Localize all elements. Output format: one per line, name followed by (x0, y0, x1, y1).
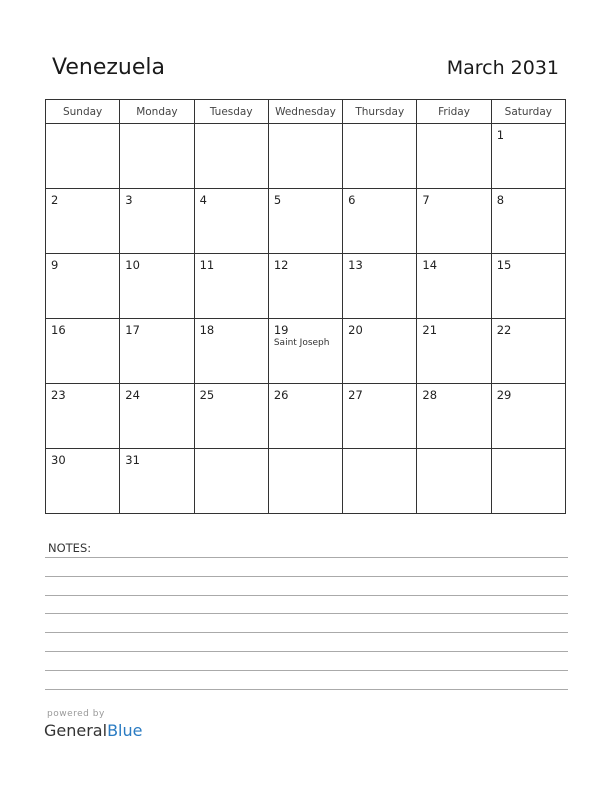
day-cell (417, 384, 491, 449)
note-line (45, 557, 568, 558)
day-number: 3 (125, 193, 133, 207)
weekday-monday: Monday (120, 100, 194, 124)
day-cell (194, 189, 268, 254)
day-cell (120, 319, 194, 384)
week-row (46, 449, 566, 514)
week-row (46, 319, 566, 384)
day-cell (120, 254, 194, 319)
day-cell (491, 124, 565, 189)
day-cell (194, 254, 268, 319)
day-number: 9 (51, 258, 59, 272)
day-number: 7 (422, 193, 430, 207)
day-cell (343, 254, 417, 319)
week-row (46, 254, 566, 319)
day-cell (417, 319, 491, 384)
day-cell (417, 124, 491, 189)
day-number: 28 (422, 388, 438, 402)
note-line (45, 651, 568, 652)
day-cell (343, 124, 417, 189)
day-cell (343, 319, 417, 384)
note-line (45, 689, 568, 690)
note-line (45, 632, 568, 633)
day-number (343, 124, 416, 129)
day-number: 5 (273, 193, 282, 207)
weekday-saturday: Saturday (491, 100, 565, 124)
powered-by-text: powered by (47, 709, 105, 719)
day-number: 8 (496, 193, 505, 207)
day-cell (46, 449, 120, 514)
day-cell (491, 384, 565, 449)
day-cell (120, 384, 194, 449)
day-cell (343, 189, 417, 254)
day-cell (46, 319, 120, 384)
day-number (343, 449, 416, 454)
day-number: 26 (273, 388, 289, 402)
day-cell (194, 449, 268, 514)
note-line (45, 595, 568, 596)
day-cell (120, 124, 194, 189)
day-cell (417, 449, 491, 514)
day-cell (417, 189, 491, 254)
day-number: 27 (348, 388, 363, 402)
day-number: 20 (348, 323, 363, 337)
weekday-tuesday: Tuesday (194, 100, 268, 124)
day-cell (491, 254, 565, 319)
brand-blue: Blue (107, 721, 143, 740)
week-row (46, 189, 566, 254)
day-cell (268, 319, 342, 384)
day-number (492, 449, 565, 454)
day-cell (194, 124, 268, 189)
day-number: 1 (496, 128, 505, 142)
day-number: 24 (125, 388, 140, 402)
day-cell (120, 189, 194, 254)
day-cell (268, 384, 342, 449)
day-number (269, 124, 342, 129)
note-line (45, 613, 568, 614)
day-number (46, 124, 119, 129)
day-cell (417, 254, 491, 319)
day-number: 18 (199, 323, 215, 337)
day-number: 21 (422, 323, 438, 337)
calendar-grid (45, 99, 566, 514)
day-number (120, 124, 193, 129)
day-cell (268, 449, 342, 514)
weekday-header-row (46, 100, 566, 124)
day-cell (343, 449, 417, 514)
day-number: 15 (496, 258, 512, 272)
day-cell (120, 449, 194, 514)
day-number: 12 (273, 258, 289, 272)
day-number: 14 (422, 258, 438, 272)
weekday-sunday: Sunday (46, 100, 120, 124)
month-title: March 2031 (446, 57, 559, 79)
day-cell (194, 319, 268, 384)
holiday-label: Saint Joseph (273, 338, 330, 348)
note-line (45, 576, 568, 577)
day-number: 4 (199, 193, 207, 207)
day-number: 11 (199, 258, 215, 272)
week-row (46, 124, 566, 189)
day-number: 17 (125, 323, 140, 337)
notes-label: NOTES: (48, 541, 92, 555)
note-line (45, 670, 568, 671)
weekday-thursday: Thursday (343, 100, 417, 124)
day-number (195, 124, 268, 129)
day-number: 16 (51, 323, 66, 337)
day-cell (194, 384, 268, 449)
day-number (417, 449, 490, 454)
day-number (269, 449, 342, 454)
day-number: 29 (496, 388, 512, 402)
day-cell (343, 384, 417, 449)
day-number: 10 (125, 258, 140, 272)
day-number: 13 (348, 258, 363, 272)
day-cell (46, 189, 120, 254)
day-cell (491, 449, 565, 514)
day-number: 22 (496, 323, 512, 337)
day-number (195, 449, 268, 454)
day-number: 19 (273, 323, 289, 337)
day-number (417, 124, 490, 129)
weekday-wednesday: Wednesday (268, 100, 342, 124)
day-number: 25 (199, 388, 215, 402)
day-cell (491, 189, 565, 254)
day-cell (46, 124, 120, 189)
day-number: 2 (51, 193, 59, 207)
day-cell (491, 319, 565, 384)
day-number: 23 (51, 388, 66, 402)
generalblue-logo (44, 721, 142, 740)
week-row (46, 384, 566, 449)
day-cell (268, 189, 342, 254)
day-number: 31 (125, 453, 140, 467)
day-cell (46, 254, 120, 319)
day-cell (46, 384, 120, 449)
weekday-friday: Friday (417, 100, 491, 124)
day-number: 30 (51, 453, 66, 467)
country-title: Venezuela (52, 55, 165, 80)
day-cell (268, 254, 342, 319)
day-cell (268, 124, 342, 189)
brand-general: General (44, 721, 108, 740)
day-number: 6 (348, 193, 356, 207)
